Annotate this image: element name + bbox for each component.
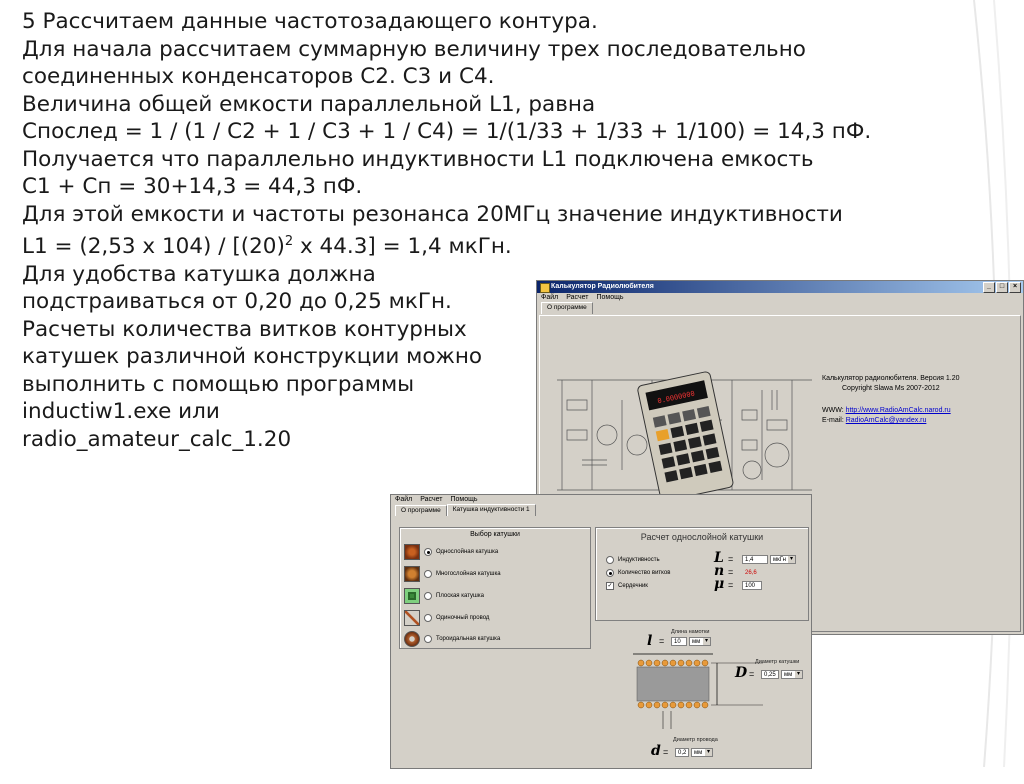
close-button[interactable]: × (1009, 282, 1021, 293)
menu-calc[interactable]: Расчет (420, 496, 443, 503)
email-label: E-mail: (822, 417, 844, 424)
coil-calc-window (390, 494, 812, 769)
menu-bar (537, 293, 1023, 303)
turns-symbol: n (714, 563, 725, 579)
text-line: соединенных конденсаторов С2. С3 и С4. (22, 64, 495, 89)
group-title: Выбор катушки (470, 531, 520, 538)
window-title: Калькулятор Радиолюбителя (551, 283, 654, 290)
formula-part: х 44.3] = 1,4 мкГн. (293, 234, 512, 260)
text-line: Для начала рассчитаем суммарную величину трех последовательно (22, 36, 806, 62)
text-line: radio_amateur_calc_1.20 (22, 426, 292, 452)
text-line: С1 + Сп = 30+14,3 = 44,3 пФ. (22, 174, 363, 199)
single-layer-coil-icon (404, 544, 420, 560)
coil-type-option[interactable] (404, 610, 489, 626)
coil-type-label: Плоская катушка (436, 593, 484, 599)
tab-inductor[interactable]: Катушка индуктивности 1 (447, 504, 536, 516)
tab-strip (537, 303, 1023, 314)
app-icon (540, 283, 550, 293)
radio-button[interactable] (606, 556, 614, 564)
formula-total-capacitance: Спослед = 1 / (1 / С2 + 1 / С3 + 1 / С4) = 1/(1/33 + 1/33 + 1/100) = 14,3 пФ. (22, 119, 872, 144)
coil-diameter-symbol: D (735, 665, 748, 681)
radio-button[interactable] (424, 592, 432, 600)
text-line: Для этой емкости и частоты резонанса 20МГц значение индуктивности (22, 201, 843, 227)
maximize-button[interactable]: □ (996, 282, 1008, 293)
wire-diameter-label: Диаметр провода (673, 737, 718, 743)
radio-button[interactable] (424, 635, 432, 643)
text-line: Расчеты количества витков контурных (22, 316, 467, 342)
coil-dimension-diagram (633, 629, 813, 784)
coil-type-label: Тороидальная катушка (436, 636, 501, 642)
wire-diameter-input[interactable]: 0,2 (675, 748, 689, 757)
multi-layer-coil-icon (404, 566, 420, 582)
tab-about[interactable]: О программе (395, 505, 447, 516)
toroidal-coil-icon (404, 631, 420, 647)
menu-help[interactable]: Помощь (596, 294, 624, 301)
param-label: Индуктивность (618, 557, 660, 563)
calc-display-text: 0.0000000 (656, 389, 696, 406)
formula-superscript: 2 (284, 234, 294, 249)
radio-button[interactable] (424, 614, 432, 622)
minimize-button[interactable]: _ (983, 282, 995, 293)
text-line: выполнить с помощью программы (22, 371, 415, 397)
coil-diameter-input[interactable]: 0,25 (761, 670, 779, 679)
radio-button[interactable] (424, 548, 432, 556)
permeability-input[interactable]: 100 (742, 581, 762, 590)
text-line: 5 Рассчитаем данные частотозадающего контура. (22, 9, 598, 34)
www-label: WWW: (822, 407, 844, 414)
website-link[interactable]: http://www.RadioAmCalc.narod.ru (845, 407, 951, 414)
about-info (822, 374, 959, 426)
permeability-symbol: μ (714, 576, 725, 592)
coil-type-group (399, 527, 591, 649)
flat-coil-icon (404, 588, 420, 604)
equals-sign: = (728, 567, 734, 577)
group-title: Расчет однослойной катушки (640, 532, 764, 542)
coil-type-option[interactable] (404, 544, 498, 560)
text-line: Величина общей емкости параллельной L1, равна (22, 91, 596, 117)
turns-output: 26,6 (742, 568, 768, 577)
about-window-titlebar[interactable] (537, 281, 1023, 293)
inductance-input[interactable]: 1,4 (742, 555, 768, 564)
coil-type-option[interactable] (404, 566, 501, 582)
winding-length-unit-select[interactable]: мм ▾ (689, 637, 711, 646)
text-line: катушек различной конструкции можно (22, 344, 483, 370)
coil-diameter-label: Диаметр катушки (755, 659, 800, 665)
tab-strip (391, 505, 811, 516)
email-link[interactable]: RadioAmCalc@yandex.ru (845, 417, 927, 424)
core-checkbox[interactable]: ✓ (607, 583, 613, 589)
coil-type-label: Однослойная катушка (436, 549, 499, 555)
winding-length-symbol: l (647, 633, 653, 649)
menu-file[interactable]: Файл (541, 294, 559, 301)
text-line: подстраиваться от 0,20 до 0,25 мкГн. (22, 289, 452, 315)
equals-sign: = (728, 554, 734, 564)
wire-diameter-unit-select[interactable]: мм ▾ (691, 748, 713, 757)
menu-help[interactable]: Помощь (450, 496, 478, 503)
radio-button[interactable] (424, 570, 432, 578)
param-label: Сердечник (618, 583, 648, 589)
winding-length-input[interactable]: 10 (671, 637, 687, 646)
inductance-symbol: L (714, 550, 724, 566)
param-row-turns[interactable] (606, 569, 670, 577)
equals-sign: = (749, 669, 755, 679)
menu-calc[interactable]: Расчет (566, 294, 589, 301)
coil-type-option[interactable] (404, 631, 500, 647)
wire-diameter-symbol: d (651, 743, 661, 759)
about-copyright: Copyright Slawa Ms 2007-2012 (842, 385, 940, 392)
param-label: Количество витков (618, 570, 671, 576)
formula-part: L1 = (2,53 х 104) / [(20) (22, 234, 285, 260)
equals-sign: = (659, 636, 665, 646)
param-row-core[interactable] (606, 582, 648, 590)
param-row-inductance[interactable] (606, 556, 660, 564)
equals-sign: = (663, 747, 669, 757)
circuit-with-calculator-illustration (552, 360, 816, 506)
tab-about[interactable]: О программе (541, 302, 593, 314)
winding-length-label: Длина намотки (671, 629, 710, 635)
menu-file[interactable]: Файл (395, 496, 413, 503)
coil-panel (393, 517, 809, 768)
about-version: Калькулятор радиолюбителя. Версия 1.20 (822, 375, 960, 382)
coil-type-label: Одиночный провод (436, 615, 490, 621)
formula-inductance (22, 228, 902, 261)
text-line: Получается что параллельно индуктивности L1 подключена емкость (22, 146, 814, 172)
coil-type-label: Многослойная катушка (436, 571, 501, 577)
coil-type-option[interactable] (404, 588, 484, 604)
single-wire-icon (404, 610, 420, 626)
inductance-unit-select[interactable]: мкГн ▾ (770, 555, 796, 564)
single-layer-calc-group (595, 527, 809, 621)
text-line: inductiw1.exe или (22, 399, 220, 425)
coil-diameter-unit-select[interactable]: мм ▾ (781, 670, 803, 679)
radio-button[interactable] (606, 569, 614, 577)
text-line: Для удобства катушка должна (22, 261, 376, 287)
equals-sign: = (728, 580, 734, 590)
